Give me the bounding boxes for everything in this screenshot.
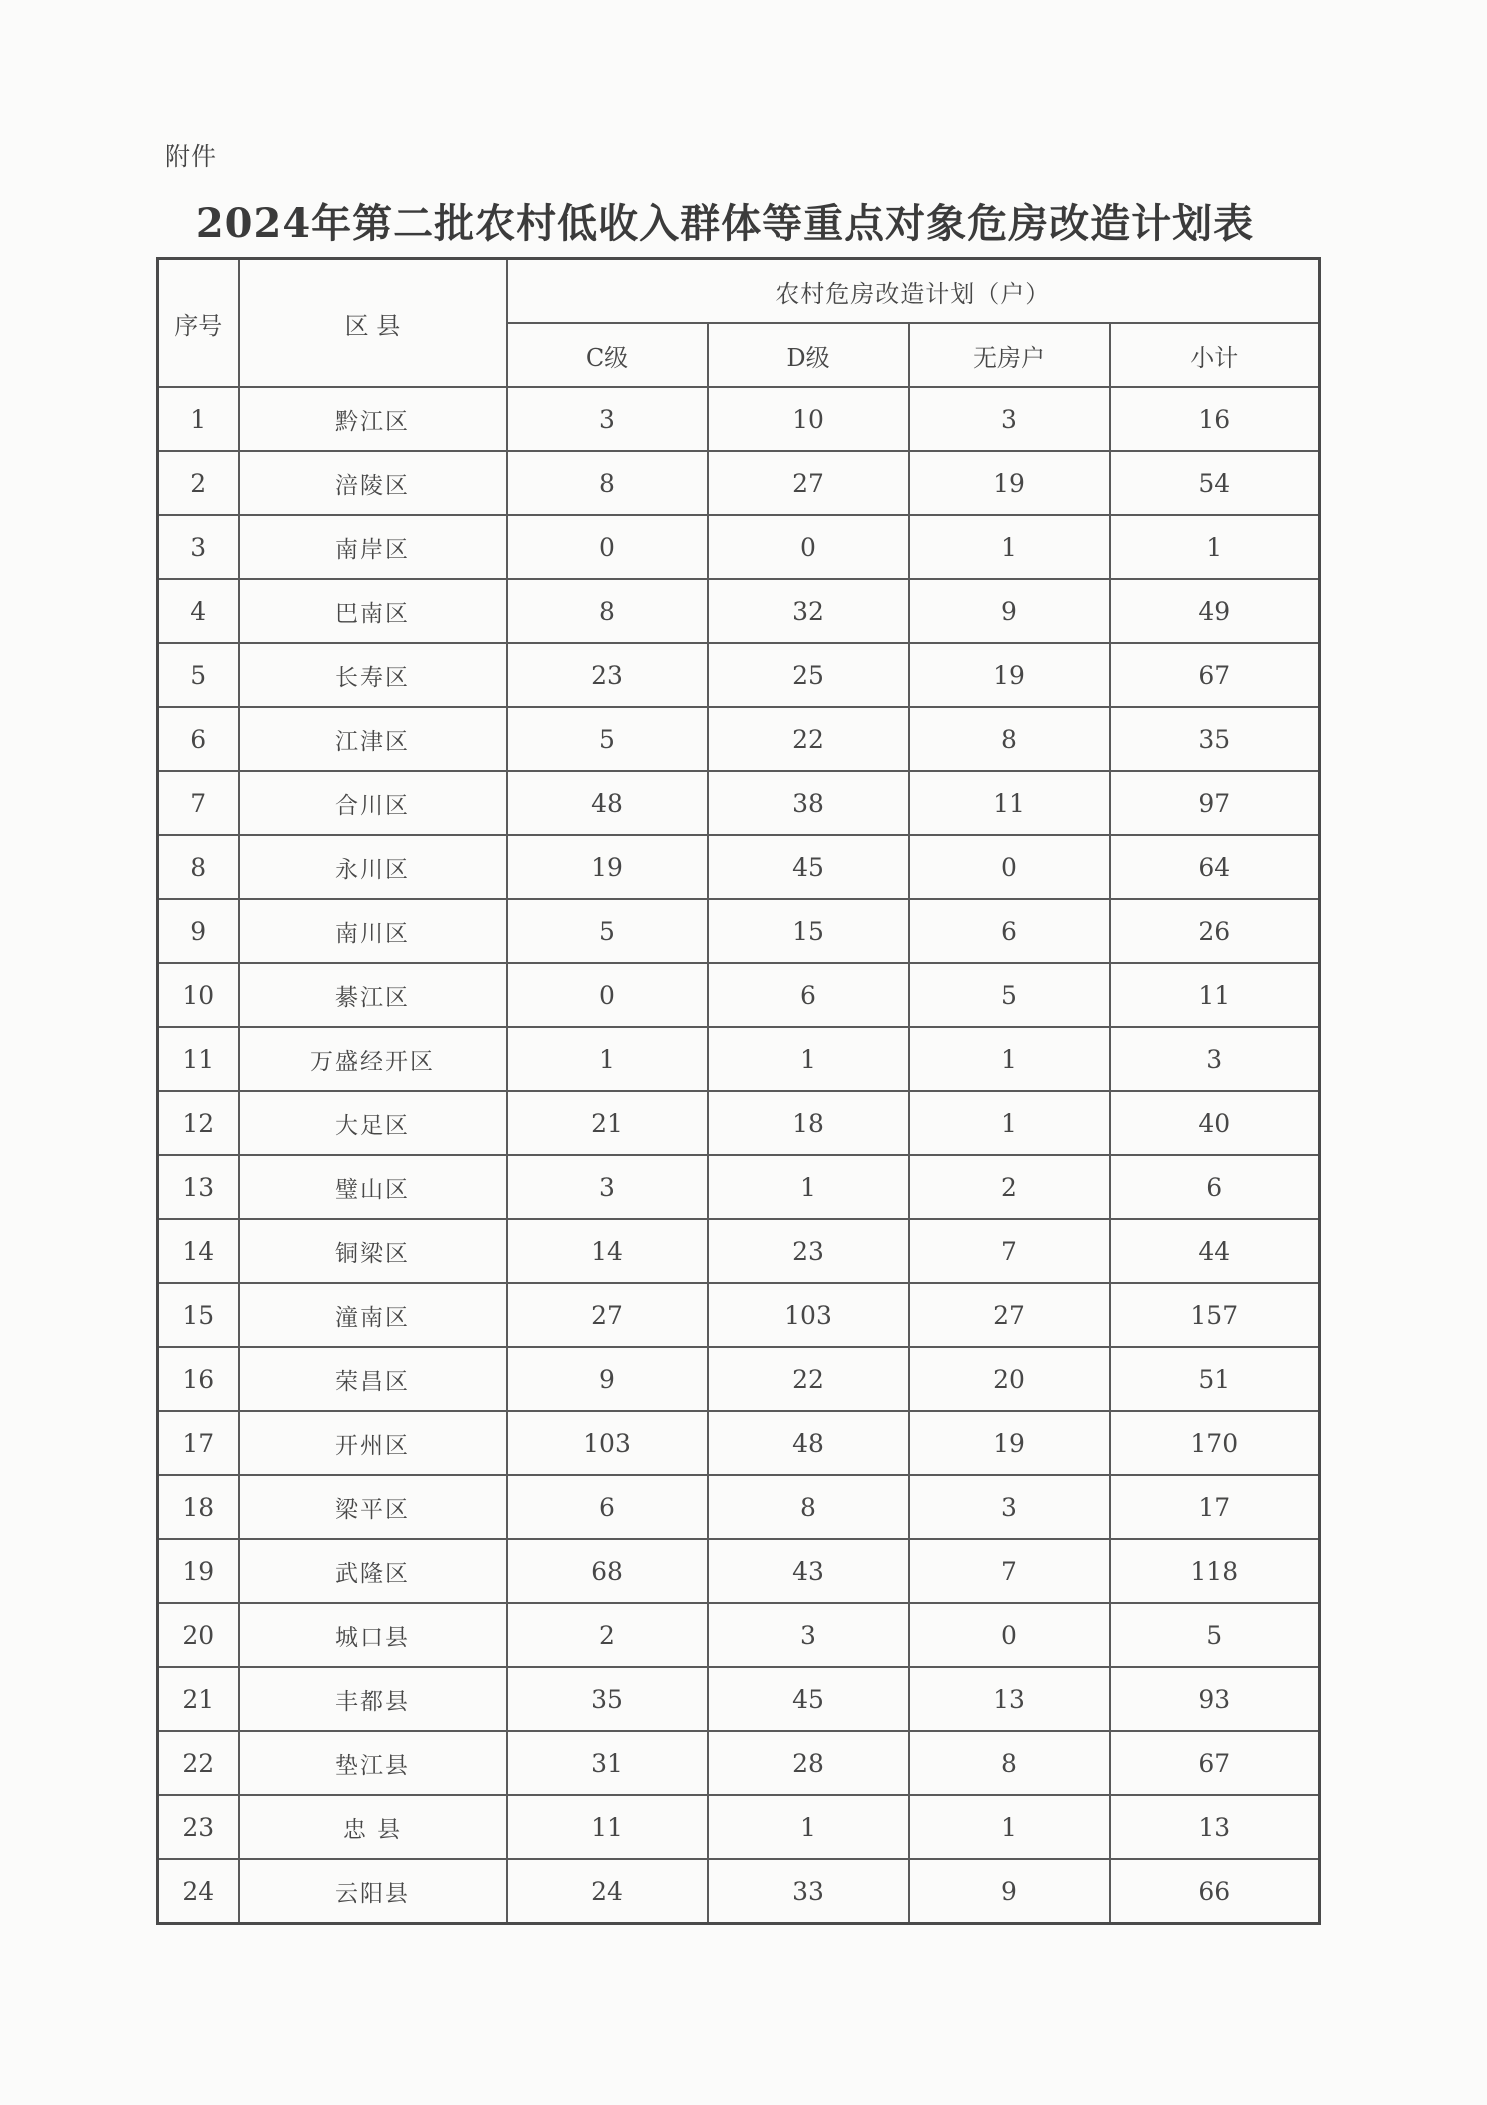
cell-index: 1 [158,387,239,451]
cell-index: 6 [158,707,239,771]
cell-c-level: 103 [507,1411,708,1475]
table-row [158,1347,1320,1411]
cell-no-house: 13 [909,1667,1110,1731]
cell-district: 垫江县 [239,1731,507,1795]
cell-no-house: 0 [909,835,1110,899]
cell-index: 9 [158,899,239,963]
cell-index: 16 [158,1347,239,1411]
cell-d-level: 15 [708,899,909,963]
table-row [158,1859,1320,1924]
renovation-plan-table [156,257,1321,1925]
cell-subtotal: 51 [1110,1347,1320,1411]
cell-district: 开州区 [239,1411,507,1475]
table-row [158,1475,1320,1539]
cell-no-house: 1 [909,1795,1110,1859]
cell-c-level: 11 [507,1795,708,1859]
table-row [158,1539,1320,1603]
cell-d-level: 103 [708,1283,909,1347]
cell-c-level: 2 [507,1603,708,1667]
cell-index: 21 [158,1667,239,1731]
cell-index: 23 [158,1795,239,1859]
cell-c-level: 48 [507,771,708,835]
header-district: 区 县 [239,259,507,388]
cell-district: 云阳县 [239,1859,507,1924]
cell-index: 24 [158,1859,239,1924]
header-index: 序号 [158,259,239,388]
cell-no-house: 8 [909,707,1110,771]
cell-c-level: 1 [507,1027,708,1091]
cell-subtotal: 3 [1110,1027,1320,1091]
cell-c-level: 27 [507,1283,708,1347]
cell-subtotal: 16 [1110,387,1320,451]
cell-index: 14 [158,1219,239,1283]
cell-district: 忠 县 [239,1795,507,1859]
table-row [158,515,1320,579]
cell-d-level: 6 [708,963,909,1027]
cell-index: 2 [158,451,239,515]
table-row [158,643,1320,707]
cell-index: 17 [158,1411,239,1475]
cell-no-house: 6 [909,899,1110,963]
table-row [158,1155,1320,1219]
cell-c-level: 14 [507,1219,708,1283]
cell-no-house: 11 [909,771,1110,835]
cell-no-house: 7 [909,1219,1110,1283]
cell-district: 铜梁区 [239,1219,507,1283]
cell-subtotal: 67 [1110,1731,1320,1795]
table-row [158,1603,1320,1667]
cell-subtotal: 17 [1110,1475,1320,1539]
cell-c-level: 35 [507,1667,708,1731]
cell-no-house: 3 [909,1475,1110,1539]
cell-c-level: 23 [507,643,708,707]
header-no-house: 无房户 [909,323,1110,387]
cell-c-level: 9 [507,1347,708,1411]
cell-no-house: 5 [909,963,1110,1027]
cell-d-level: 22 [708,1347,909,1411]
cell-d-level: 1 [708,1027,909,1091]
attachment-label: 附件 [165,142,218,171]
cell-c-level: 8 [507,579,708,643]
cell-no-house: 19 [909,451,1110,515]
cell-no-house: 2 [909,1155,1110,1219]
cell-no-house: 20 [909,1347,1110,1411]
cell-subtotal: 26 [1110,899,1320,963]
cell-d-level: 0 [708,515,909,579]
cell-district: 南岸区 [239,515,507,579]
cell-index: 20 [158,1603,239,1667]
cell-district: 荣昌区 [239,1347,507,1411]
cell-index: 3 [158,515,239,579]
cell-c-level: 3 [507,1155,708,1219]
cell-c-level: 31 [507,1731,708,1795]
table-row [158,963,1320,1027]
cell-index: 12 [158,1091,239,1155]
cell-no-house: 3 [909,387,1110,451]
cell-subtotal: 54 [1110,451,1320,515]
cell-index: 19 [158,1539,239,1603]
document-title: 2024年第二批农村低收入群体等重点对象危房改造计划表 [195,200,1255,247]
cell-d-level: 3 [708,1603,909,1667]
cell-c-level: 0 [507,963,708,1027]
table-row [158,1731,1320,1795]
cell-district: 武隆区 [239,1539,507,1603]
cell-subtotal: 5 [1110,1603,1320,1667]
cell-district: 綦江区 [239,963,507,1027]
table-body [158,387,1320,1924]
cell-index: 5 [158,643,239,707]
cell-d-level: 8 [708,1475,909,1539]
cell-no-house: 8 [909,1731,1110,1795]
cell-c-level: 3 [507,387,708,451]
cell-subtotal: 170 [1110,1411,1320,1475]
cell-d-level: 28 [708,1731,909,1795]
cell-subtotal: 11 [1110,963,1320,1027]
header-c-level: C级 [507,323,708,387]
table-row [158,451,1320,515]
cell-district: 南川区 [239,899,507,963]
cell-index: 18 [158,1475,239,1539]
cell-d-level: 45 [708,1667,909,1731]
cell-no-house: 1 [909,515,1110,579]
table-row [158,771,1320,835]
cell-index: 11 [158,1027,239,1091]
cell-district: 万盛经开区 [239,1027,507,1091]
cell-d-level: 23 [708,1219,909,1283]
cell-district: 涪陵区 [239,451,507,515]
cell-no-house: 27 [909,1283,1110,1347]
cell-subtotal: 6 [1110,1155,1320,1219]
header-plan-group: 农村危房改造计划（户） [507,259,1320,324]
cell-c-level: 5 [507,899,708,963]
cell-subtotal: 97 [1110,771,1320,835]
table-row [158,1283,1320,1347]
table-row [158,707,1320,771]
table-row [158,1667,1320,1731]
cell-d-level: 45 [708,835,909,899]
table-row [158,579,1320,643]
cell-no-house: 19 [909,643,1110,707]
cell-subtotal: 13 [1110,1795,1320,1859]
cell-no-house: 1 [909,1027,1110,1091]
cell-district: 江津区 [239,707,507,771]
cell-subtotal: 44 [1110,1219,1320,1283]
cell-district: 黔江区 [239,387,507,451]
cell-index: 22 [158,1731,239,1795]
cell-subtotal: 93 [1110,1667,1320,1731]
header-subtotal: 小计 [1110,323,1320,387]
cell-district: 合川区 [239,771,507,835]
cell-c-level: 6 [507,1475,708,1539]
table-row [158,1795,1320,1859]
cell-d-level: 1 [708,1155,909,1219]
cell-no-house: 1 [909,1091,1110,1155]
cell-no-house: 19 [909,1411,1110,1475]
cell-district: 潼南区 [239,1283,507,1347]
cell-index: 13 [158,1155,239,1219]
cell-index: 10 [158,963,239,1027]
cell-c-level: 19 [507,835,708,899]
cell-no-house: 9 [909,1859,1110,1924]
cell-d-level: 33 [708,1859,909,1924]
table-row [158,387,1320,451]
cell-subtotal: 1 [1110,515,1320,579]
cell-d-level: 10 [708,387,909,451]
cell-district: 巴南区 [239,579,507,643]
cell-c-level: 8 [507,451,708,515]
cell-no-house: 9 [909,579,1110,643]
cell-district: 大足区 [239,1091,507,1155]
cell-subtotal: 67 [1110,643,1320,707]
cell-subtotal: 64 [1110,835,1320,899]
cell-d-level: 22 [708,707,909,771]
cell-district: 长寿区 [239,643,507,707]
table-header-row [158,259,1320,324]
cell-d-level: 27 [708,451,909,515]
table-row [158,835,1320,899]
cell-d-level: 25 [708,643,909,707]
cell-d-level: 1 [708,1795,909,1859]
cell-d-level: 48 [708,1411,909,1475]
cell-district: 城口县 [239,1603,507,1667]
cell-c-level: 0 [507,515,708,579]
cell-index: 4 [158,579,239,643]
table-row [158,1411,1320,1475]
cell-d-level: 32 [708,579,909,643]
cell-c-level: 24 [507,1859,708,1924]
cell-district: 璧山区 [239,1155,507,1219]
table-row [158,1027,1320,1091]
cell-subtotal: 157 [1110,1283,1320,1347]
cell-subtotal: 66 [1110,1859,1320,1924]
table-row [158,1091,1320,1155]
cell-c-level: 5 [507,707,708,771]
cell-c-level: 21 [507,1091,708,1155]
table-row [158,1219,1320,1283]
cell-c-level: 68 [507,1539,708,1603]
table-row [158,899,1320,963]
cell-d-level: 43 [708,1539,909,1603]
cell-no-house: 0 [909,1603,1110,1667]
cell-no-house: 7 [909,1539,1110,1603]
cell-index: 8 [158,835,239,899]
cell-d-level: 18 [708,1091,909,1155]
cell-district: 梁平区 [239,1475,507,1539]
cell-subtotal: 40 [1110,1091,1320,1155]
cell-subtotal: 118 [1110,1539,1320,1603]
cell-subtotal: 35 [1110,707,1320,771]
cell-index: 15 [158,1283,239,1347]
cell-subtotal: 49 [1110,579,1320,643]
header-d-level: D级 [708,323,909,387]
cell-index: 7 [158,771,239,835]
cell-d-level: 38 [708,771,909,835]
cell-district: 永川区 [239,835,507,899]
cell-district: 丰都县 [239,1667,507,1731]
